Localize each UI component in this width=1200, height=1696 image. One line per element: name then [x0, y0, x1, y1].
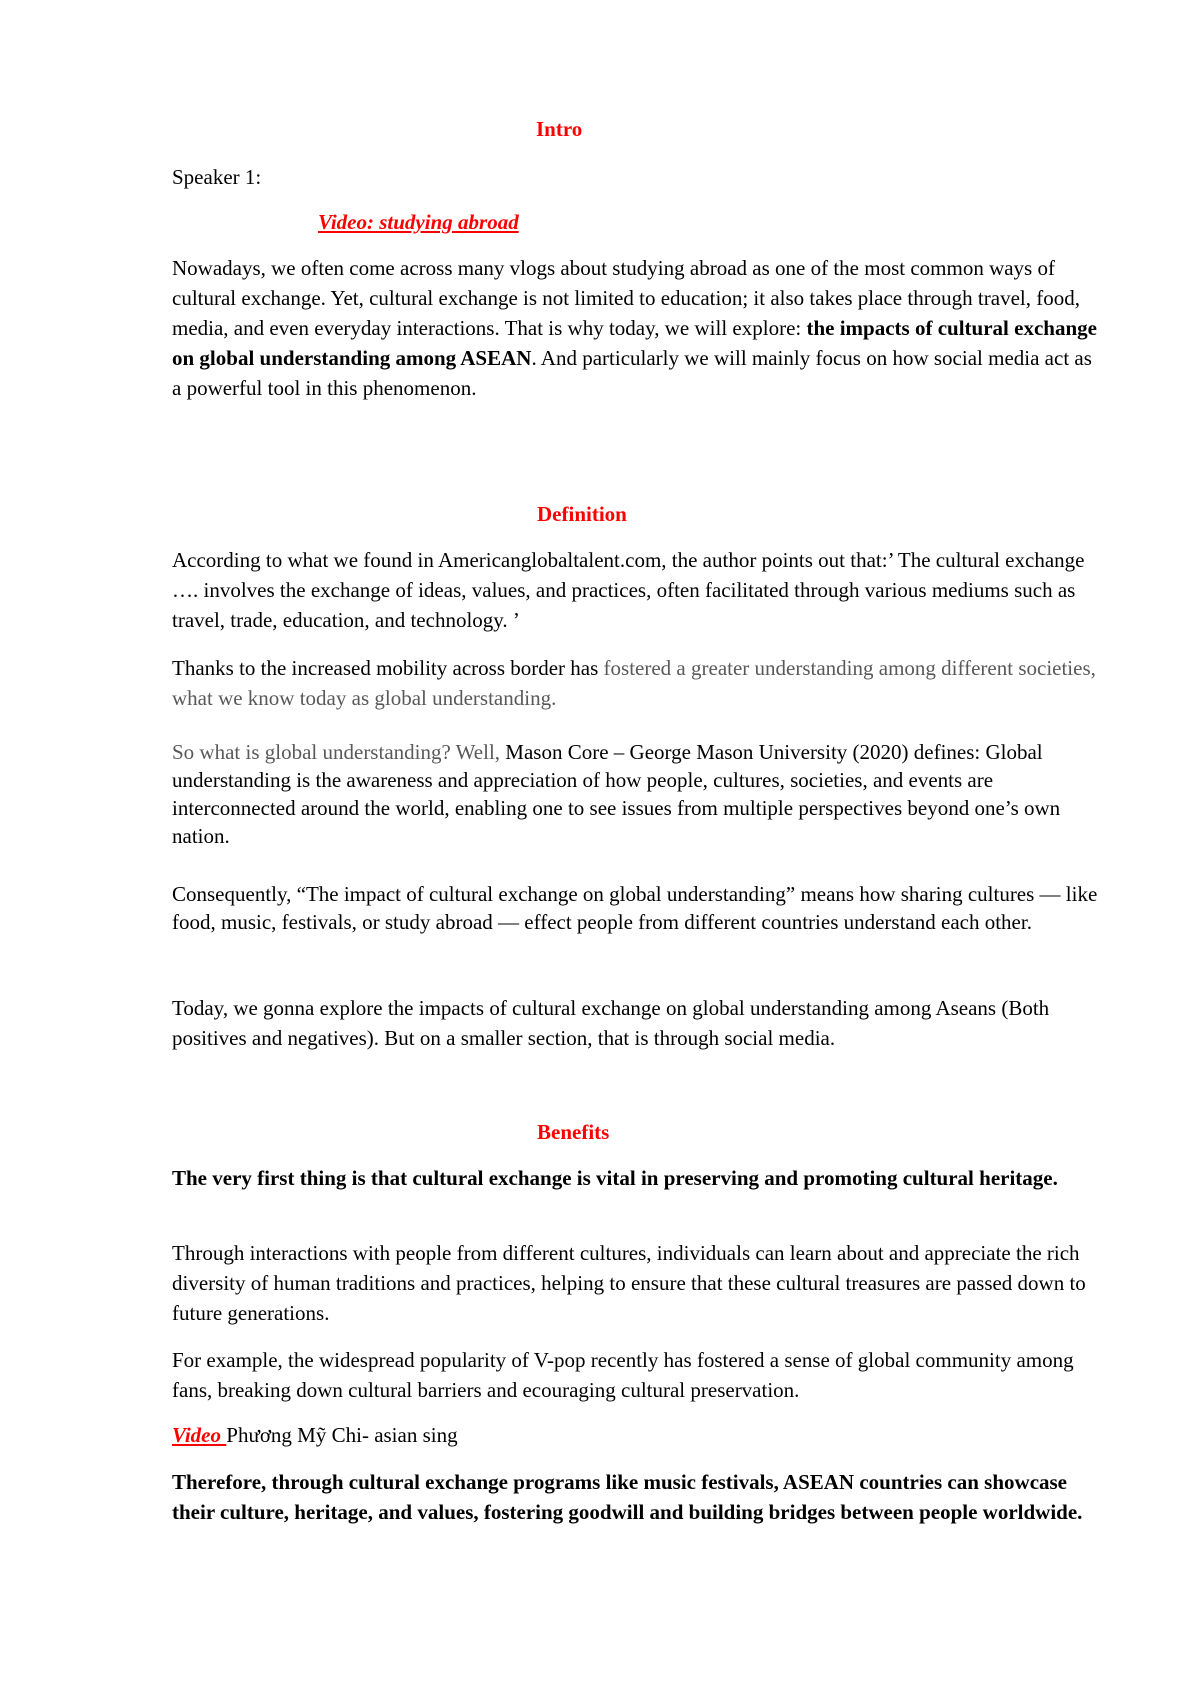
benefits-paragraph-3: For example, the widespread popularity of V-pop recently has fostered a sense of global community among fans, breaking down cultural barriers and ecouraging cultural preservation.: [172, 1348, 1074, 1402]
speaker-label: Speaker 1:: [172, 165, 262, 189]
definition-paragraph-2: [172, 653, 1100, 713]
definition-p2-gray: fostered a greater understanding among different societies, what we know today as global understanding.: [172, 656, 1096, 710]
intro-paragraph: [172, 253, 1100, 403]
definition-paragraph-1: According to what we found in Americanglobaltalent.com, the author points out that:’ The cultural exchange …. involves the exchange of ideas, values, and practices, often facilitated through various mediums such as travel, trade, education, and technology. ’: [172, 548, 1085, 632]
definition-p3-gray: So what is global understanding? Well,: [172, 740, 506, 764]
definition-p2-dark: Thanks to the increased mobility across border has: [172, 656, 604, 680]
benefits-heading: Benefits: [537, 1120, 610, 1144]
benefits-paragraph-2: Through interactions with people from different cultures, individuals can learn about and appreciate the rich diversity of human traditions and practices, helping to ensure that these cultural treasures are passed down to future generations.: [172, 1241, 1086, 1325]
intro-video-line: [318, 207, 718, 237]
definition-paragraph-4: Consequently, “The impact of cultural exchange on global understanding” means how sharing cultures — like food, music, festivals, or study abroad — effect people from different countries understand each other.: [172, 882, 1098, 934]
vpop-video-link[interactable]: Video: [172, 1423, 227, 1447]
intro-topic-bold: the impacts of cultural exchange on global understanding among ASEAN: [172, 316, 1097, 370]
benefits-video-line: [172, 1420, 1100, 1450]
definition-p3-dark: Mason Core – George Mason University (2020) defines: Global understanding is the awareness and appreciation of how people, cultures, societies, and events are interconnected around the world, enabling one to see issues from multiple perspectives beyond one’s own nation.: [172, 740, 1061, 848]
intro-text-start: Nowadays, we often come across many vlogs about studying abroad as one of the most common ways of cultural exchange. Yet, cultural exchange is not limited to education; it also takes place through travel, food, media, and even everyday interactions. That is why today, we will explore:: [172, 256, 1080, 340]
intro-heading: Intro: [536, 117, 583, 141]
benefits-conclusion: Therefore, through cultural exchange programs like music festivals, ASEAN countries can showcase their culture, heritage, and values, fostering goodwill and building bridges between people worldwide.: [172, 1470, 1083, 1524]
vpop-video-caption: Phương Mỹ Chi- asian sing: [226, 1423, 458, 1447]
benefits-point-1: The very first thing is that cultural exchange is vital in preserving and promoting cultural heritage.: [172, 1166, 1058, 1190]
definition-paragraph-3: [172, 738, 1100, 850]
definition-paragraph-5: Today, we gonna explore the impacts of cultural exchange on global understanding among Aseans (Both positives and negatives). But on a smaller section, that is through social media.: [172, 996, 1050, 1050]
studying-abroad-video-link[interactable]: Video: studying abroad: [318, 210, 519, 234]
intro-text-end: . And particularly we will mainly focus on how social media act as a powerful tool in this phenomenon.: [172, 346, 1092, 400]
definition-heading: Definition: [537, 502, 627, 526]
